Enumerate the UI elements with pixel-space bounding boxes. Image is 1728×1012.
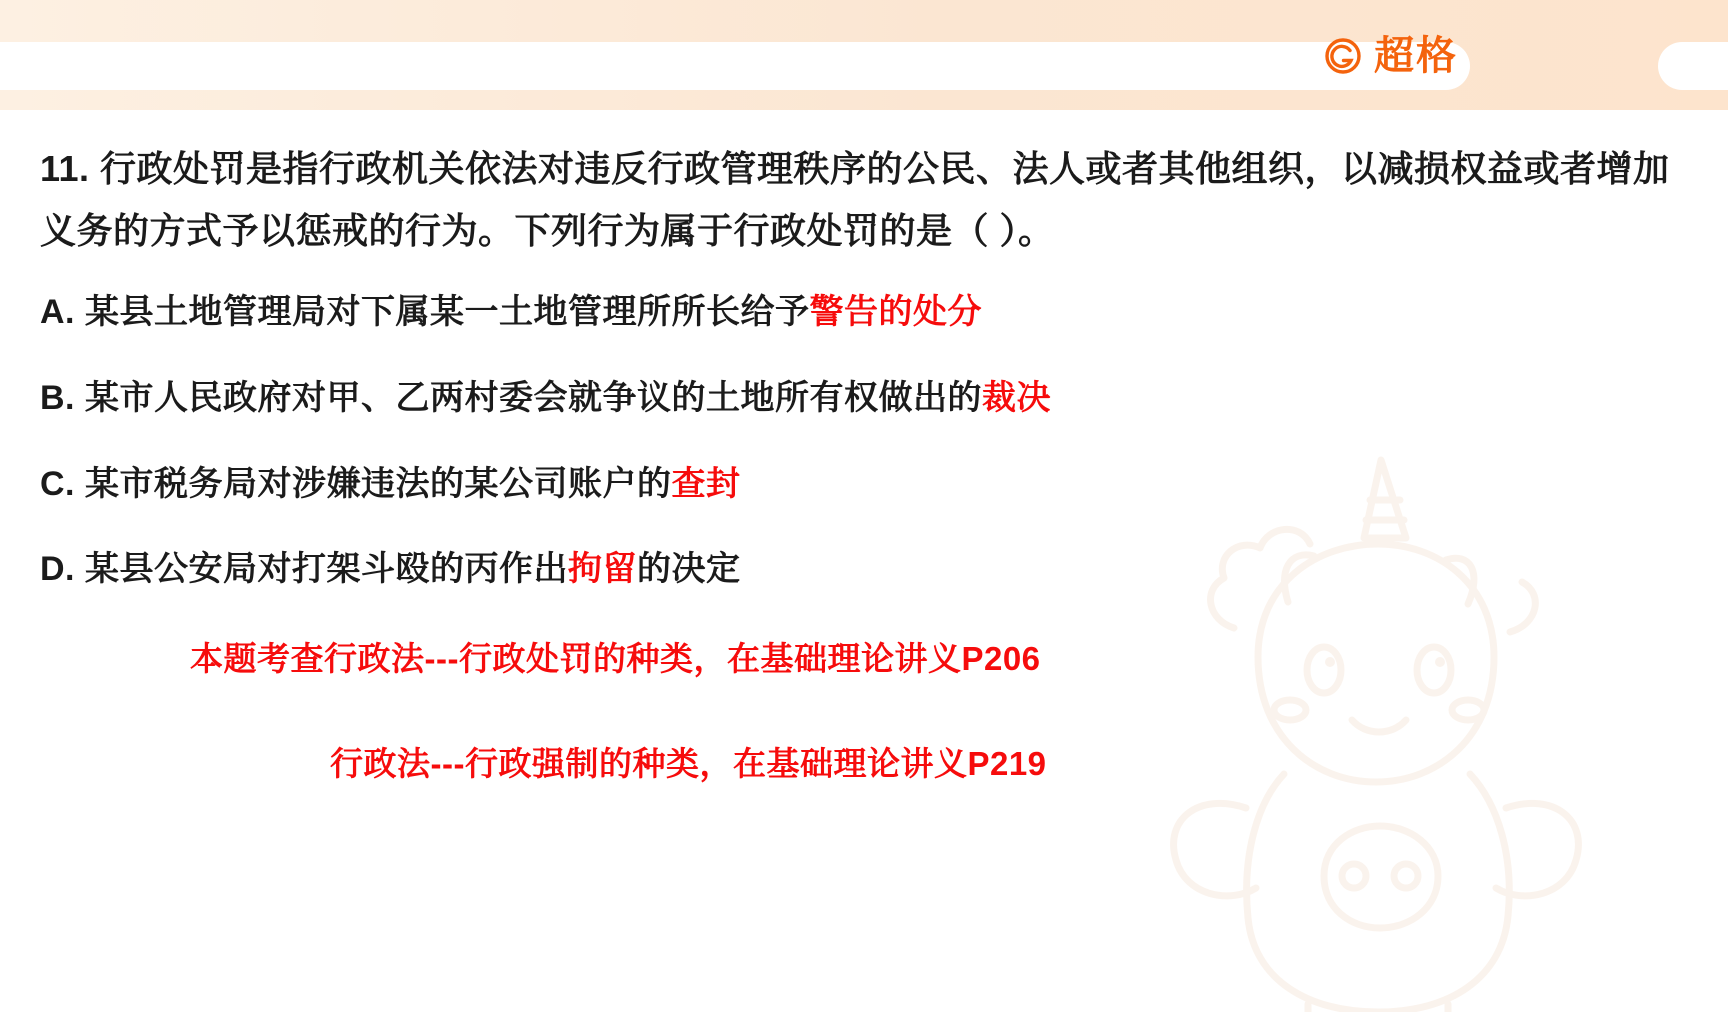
option-c[interactable]	[40, 462, 1688, 508]
option-a[interactable]	[40, 290, 1688, 336]
option-b-highlight: 裁决	[981, 378, 1051, 417]
top-banner	[0, 0, 1728, 110]
brand-logo	[1324, 36, 1458, 76]
option-b[interactable]	[40, 376, 1688, 422]
option-d-text: 某县公安局对打架斗殴的丙作出	[75, 550, 568, 589]
option-b-letter: B.	[40, 378, 75, 417]
option-a-highlight: 警告的处分	[809, 292, 982, 331]
option-c-text: 某市税务局对涉嫌违法的某公司账户的	[75, 464, 672, 503]
option-d[interactable]	[40, 547, 1688, 593]
option-a-letter: A.	[40, 292, 75, 331]
option-c-highlight: 查封	[671, 464, 741, 503]
banner-white-strip-right	[1658, 42, 1728, 90]
question-stem	[40, 138, 1680, 262]
question-content	[0, 110, 1728, 972]
question-stem-line-2: 义务的方式予以惩戒的行为。下列行为属于行政处罚的是（ ）。	[40, 209, 1055, 251]
banner-white-strip-left	[0, 42, 1470, 90]
explanation-notes	[40, 633, 1688, 785]
option-list	[40, 290, 1688, 594]
option-a-text: 某县土地管理局对下属某一土地管理所所长给予	[75, 292, 810, 331]
explanation-note-1: 本题考查行政法---行政处罚的种类，在基础理论讲义P206	[190, 640, 1041, 678]
explanation-note-2: 行政法---行政强制的种类，在基础理论讲义P219	[330, 745, 1047, 783]
option-d-highlight: 拘留	[567, 550, 637, 589]
circle-g-logo-icon	[1324, 37, 1362, 75]
brand-name: 超格	[1374, 34, 1458, 78]
option-b-text: 某市人民政府对甲、乙两村委会就争议的土地所有权做出的	[75, 378, 982, 417]
option-d-letter: D.	[40, 550, 75, 589]
option-c-letter: C.	[40, 464, 75, 503]
option-d-text-after: 的决定	[636, 550, 741, 589]
question-stem-line-1: 11. 行政处罚是指行政机关依法对违反行政管理秩序的公民、法人或者其他组织，以减损权益或者增加	[40, 148, 1670, 189]
